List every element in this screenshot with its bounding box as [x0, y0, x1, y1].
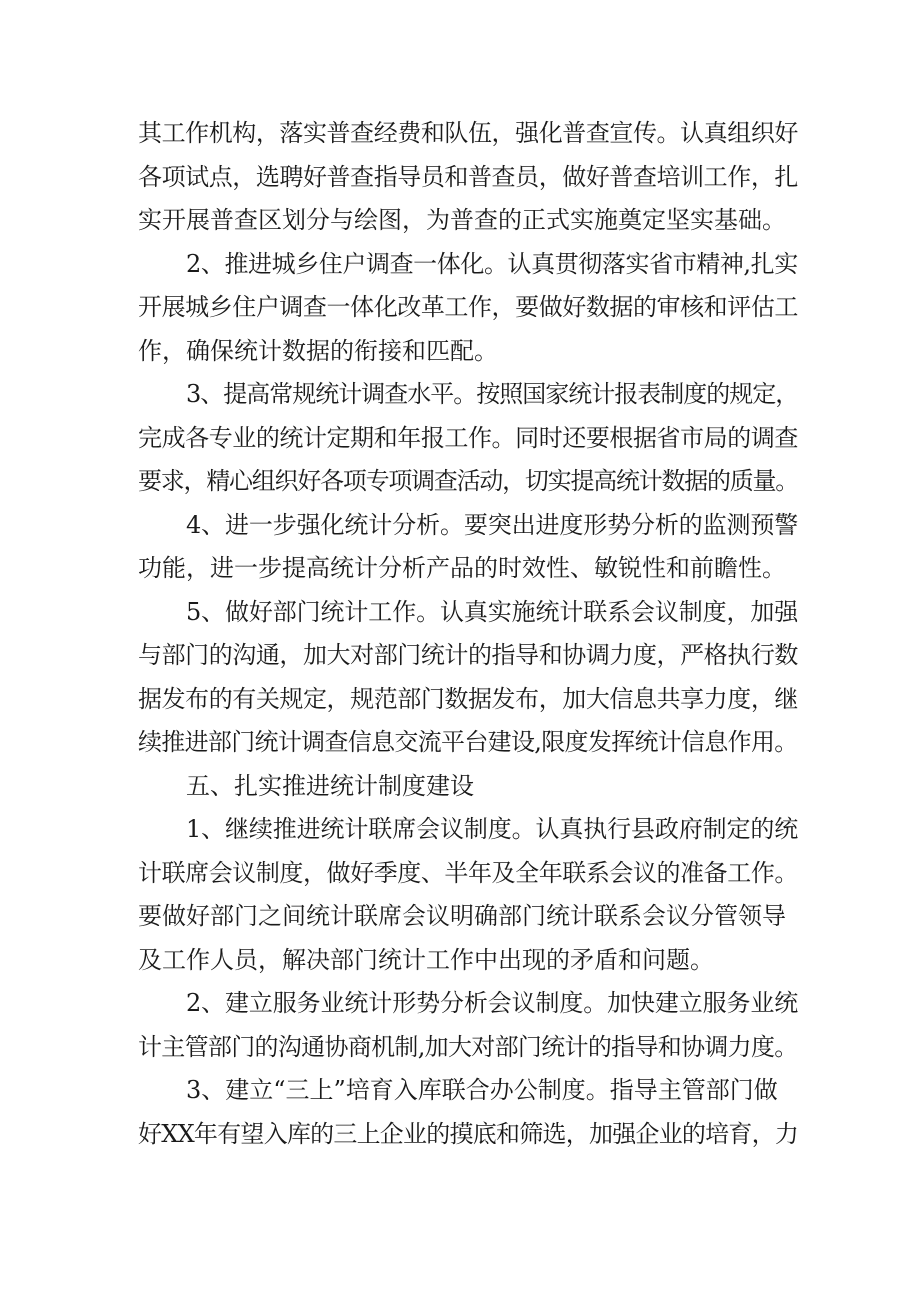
paragraph: [138, 591, 798, 765]
text-line: 与部门的沟通，加大对部门统计的指导和协调力度，严格执行数: [138, 641, 798, 669]
text-line: 要求，精心组织好各项专项调查活动，切实提高统计数据的质量。: [138, 467, 799, 495]
text-line: 要做好部门之间统计联席会议明确部门统计联系会议分管领导: [138, 902, 786, 930]
text-line: 实开展普查区划分与绘图，为普查的正式实施奠定坚实基础。: [138, 206, 786, 234]
paragraph: [138, 504, 798, 591]
text-line: 2、推进城乡住户调查一体化。认真贯彻落实省市精神,扎实: [186, 249, 798, 278]
paragraph: [138, 1069, 798, 1156]
text-line: 及工作人员，解决部门统计工作中出现的矛盾和问题。: [138, 945, 714, 974]
paragraph: [138, 765, 798, 809]
text-line: 续推进部门统计调查信息交流平台建设,限度发挥统计信息作用。: [138, 728, 798, 756]
text-line: 各项试点，选聘好普查指导员和普查员，做好普查培训工作，扎: [138, 162, 798, 191]
paragraph: [138, 112, 798, 243]
paragraph: [138, 808, 798, 982]
text-line: 4、进一步强化统计分析。要突出进度形势分析的监测预警: [186, 510, 799, 539]
text-line: 2、建立服务业统计形势分析会议制度。加快建立服务业统: [186, 989, 799, 1017]
text-line: 好XX年有望入库的三上企业的摸底和筛选，加强企业的培育，力: [138, 1119, 799, 1148]
text-line: 据发布的有关规定，规范部门数据发布，加大信息共享力度，继: [138, 684, 798, 713]
paragraph: [138, 243, 798, 374]
paragraph: [138, 982, 798, 1069]
text-line: 其工作机构，落实普查经费和队伍，强化普查宣传。认真组织好: [138, 119, 798, 147]
text-line: 1、继续推进统计联席会议制度。认真执行县政府制定的统: [186, 815, 799, 843]
text-line: 完成各专业的统计定期和年报工作。同时还要根据省市局的调查: [138, 423, 798, 452]
text-line: 开展城乡住户调查一体化改革工作，要做好数据的审核和评估工: [138, 293, 798, 321]
text-line: 功能，进一步提高统计分析产品的时效性、敏锐性和前瞻性。: [138, 554, 786, 582]
text-line: 作，确保统计数据的衔接和匹配。: [138, 336, 498, 365]
text-line: 3、建立“三上”培育入库联合办公制度。指导主管部门做: [186, 1076, 778, 1104]
text-line: 五、扎实推进统计制度建设: [186, 771, 474, 800]
text-line: 3、提高常规统计调查水平。按照国家统计报表制度的规定，: [186, 380, 799, 408]
text-line: 计联席会议制度，做好季度、半年及全年联系会议的准备工作。: [138, 858, 798, 887]
text-line: 计主管部门的沟通协商机制,加大对部门统计的指导和协调力度。: [138, 1032, 798, 1061]
paragraph: [138, 373, 798, 504]
text-line: 5、做好部门统计工作。认真实施统计联系会议制度，加强: [186, 597, 799, 626]
document-body: [138, 112, 798, 1156]
